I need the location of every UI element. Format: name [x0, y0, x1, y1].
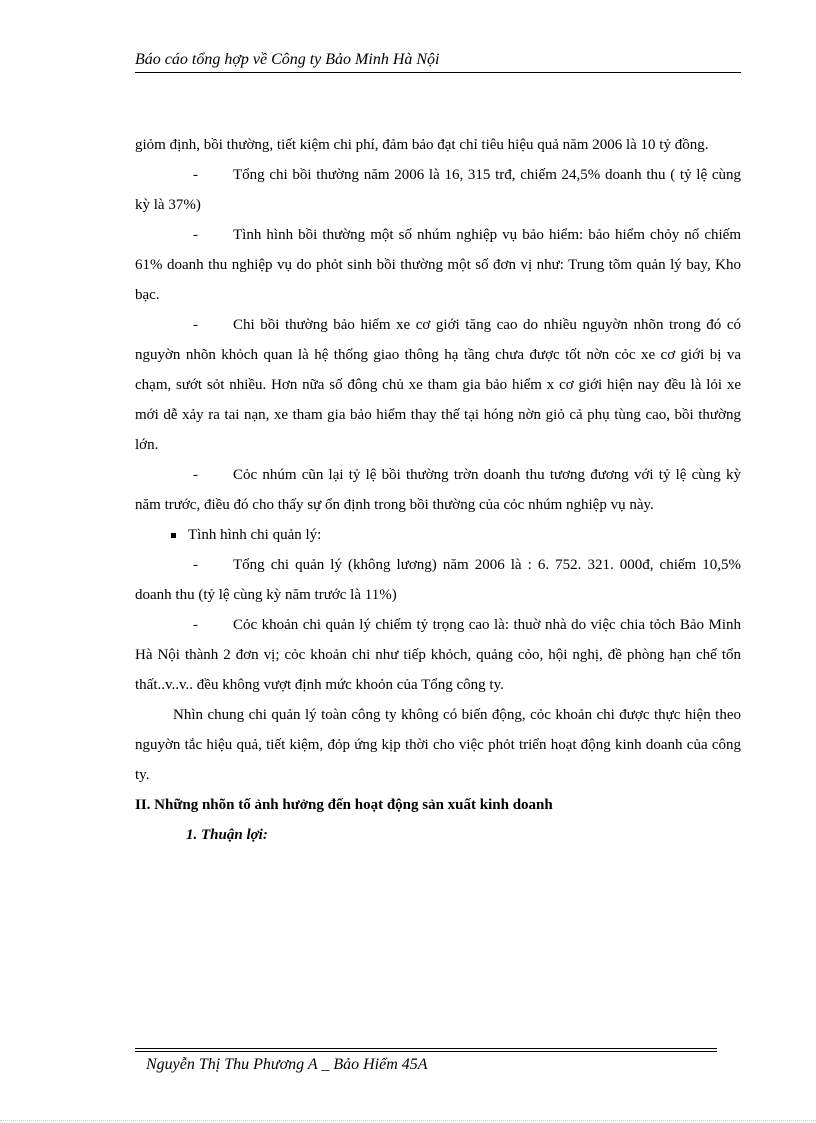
document-body	[135, 130, 741, 850]
paragraph-text: Tổng chi quản lý (không lương) năm 2006 là : 6. 752. 321. 000đ, chiếm 10,5% doanh thu (tỷ lệ cùng kỳ năm trước là 11%)	[135, 557, 741, 603]
square-bullet-icon	[171, 533, 176, 538]
dash-paragraph	[135, 310, 741, 460]
section-heading: II. Những nhõn tố ảnh hưởng đến hoạt động sản xuất kinh doanh	[135, 797, 553, 813]
dash-marker: -	[193, 617, 198, 633]
dash-paragraph	[135, 610, 741, 700]
paragraph-text: Chi bồi thường bảo hiểm xe cơ giới tăng cao do nhiều nguyờn nhõn trong đó có nguyờn nhõn khỏch quan là hệ thống giao thông hạ tầng chưa được tốt nờn cỏc xe cơ giới bị va chạm, sướt sỏt nhiều. Hơn nữa số đông chủ xe tham gia bảo hiểm x cơ giới hiện nay đều là lỏi xe mới dễ xảy ra tai nạn, xe tham gia bảo hiểm thay thế tại hóng nờn giỏ cả phụ tùng cao, bồi thường lớn.	[135, 317, 741, 453]
dash-marker: -	[193, 227, 198, 243]
page-header	[135, 50, 741, 73]
paragraph-text: Cỏc nhúm cũn lại tỷ lệ bồi thường trờn doanh thu tương đương với tỷ lệ cùng kỳ năm trước, điều đó cho thấy sự ổn định trong bồi thường của cỏc nhúm nghiệp vụ này.	[135, 467, 741, 513]
header-title: Báo cáo tổng hợp về Công ty Bảo Minh Hà Nội	[135, 51, 440, 68]
footer-author: Nguyễn Thị Thu Phương A _ Bảo Hiểm 45A	[146, 1056, 428, 1073]
dash-paragraph	[135, 220, 741, 310]
paragraph: Nhìn chung chi quản lý toàn công ty không có biến động, cỏc khoản chi được thực hiện theo nguyờn tắc hiệu quả, tiết kiệm, đỏp ứng kịp thời cho việc phỏt triển hoạt động kinh doanh của công ty.	[135, 707, 741, 783]
paragraph: giỏm định, bồi thường, tiết kiệm chi phí, đảm bảo đạt chỉ tiêu hiệu quả năm 2006 là 10 tỷ đồng.	[135, 137, 709, 153]
dash-paragraph	[135, 160, 741, 220]
dash-marker: -	[193, 167, 198, 183]
paragraph-text: Tổng chi bồi thường năm 2006 là 16, 315 trđ, chiếm 24,5% doanh thu ( tỷ lệ cùng kỳ là 37%)	[135, 167, 741, 213]
dash-marker: -	[193, 317, 198, 333]
page-boundary	[0, 1120, 816, 1121]
dash-paragraph	[135, 460, 741, 520]
dash-marker: -	[193, 467, 198, 483]
paragraph-text: Tình hình bồi thường một số nhúm nghiệp vụ bảo hiểm: bảo hiểm chỏy nổ chiếm 61% doanh thu nghiệp vụ do phỏt sinh bồi thường một số đơn vị như: Trung tõm quản lý bay, Kho bạc.	[135, 227, 741, 303]
dash-paragraph	[135, 550, 741, 610]
bullet-text: Tình hình chi quản lý:	[188, 527, 322, 543]
paragraph-text: Cỏc khoản chi quản lý chiếm tỷ trọng cao là: thuờ nhà do việc chia tỏch Bảo Minh Hà Nội thành 2 đơn vị; cỏc khoản chi như tiếp khỏch, quảng cỏo, hội nghị, đề phòng hạn chế tổn thất..v..v.. đều không vượt định mức khoỏn của Tổng công ty.	[135, 617, 741, 693]
footer-rule	[135, 1048, 717, 1052]
bullet-item	[135, 520, 741, 550]
subsection-heading: 1. Thuận lợi:	[186, 827, 268, 843]
dash-marker: -	[193, 557, 198, 573]
